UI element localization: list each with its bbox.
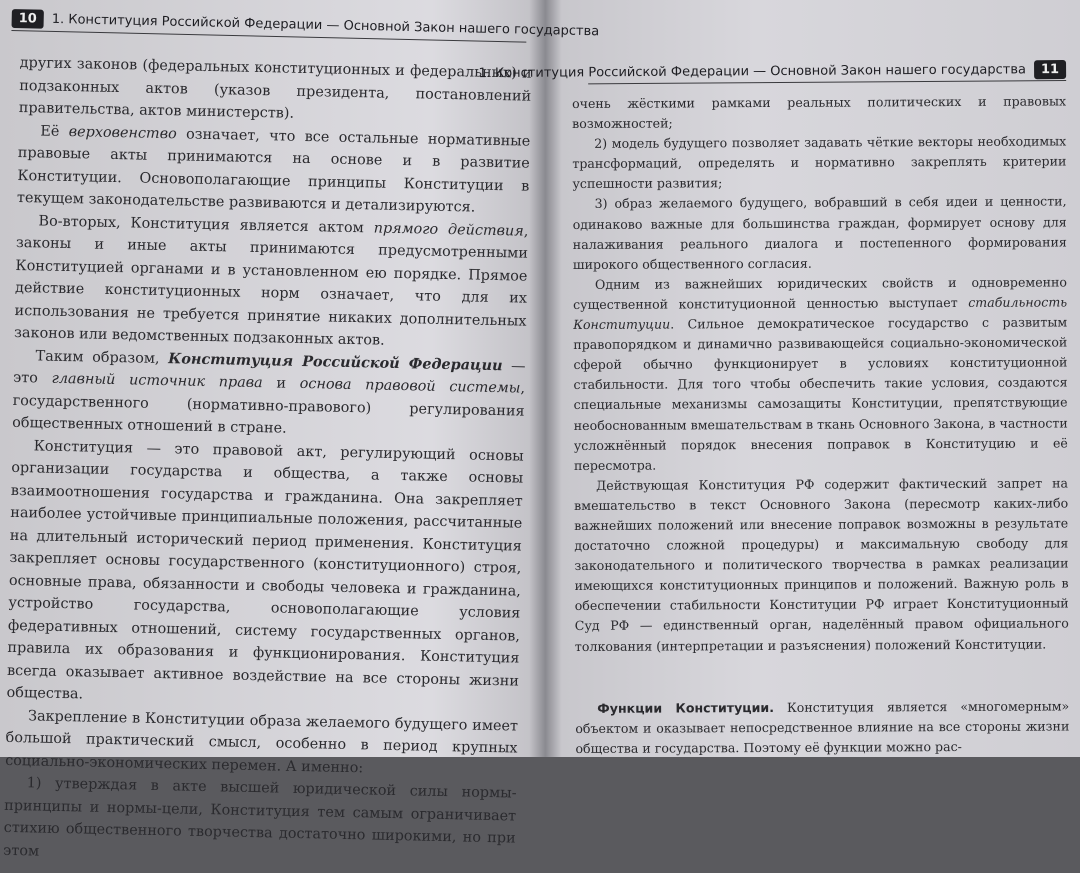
emphasis: стабильность Конституции [573,294,1068,333]
right-page [478,0,1080,757]
paragraph: Действующая Конституция РФ содержит фактический запрет на вмешательство в текст Основного Закона (пересмотр каких-либо важнейших положений или внесение поправок возможны в результате достаточно сложной процедуры) и максимальную свободу для законодательного и политического творчества в рамках реализации имеющихся конституционных принципов и положений. Важную роль в обеспечении стабильности Конституции РФ играет Конституционный Суд РФ — единственный орган, наделённый правом официального толкования (интерпретации и разъяснения) положений Конституции. [574,475,1069,654]
page-number-right: 11 [1034,59,1066,78]
paragraph: очень жёсткими рамками реальных политических и правовых возможностей; [572,93,1067,132]
left-page-header [11,6,600,43]
page-number-left: 10 [12,8,45,28]
paragraph: Закрепление в Конституции образа желаемого будущего имеет большой практический смысл, особенно в период крупных социально-экономических перемен. А именно: [4,707,519,776]
right-page-header [478,58,1066,84]
emphasis: верховенство [68,123,177,142]
paragraph: Одним из важнейших юридических свойств и одновременно существенной конституционной ценностью выступает стабильность Конституции. Сильное демократическое государство с развитым правопорядком и динамично развивающейся социально-экономической сферой обычно функционирует в условиях конституционной стабильности. Для того чтобы обеспечить такие условия, создаются специальные механизмы самозащиты Конституции, препятствующие необоснованным вмешательствам в ткань Основного Закона, в частности усложнённый порядок внесения поправок в Конституцию и её пересмотра. [573,274,1068,473]
list-item: 2) модель будущего позволяет задавать чёткие векторы необходимых трансформаций, определять и нормативно закреплять критерии успешности развития; [572,133,1067,192]
right-page-text [572,91,1069,758]
list-item: 1) утверждая в акте высшей юридической силы нормы-принципы и нормы-цели, Конституция тем самым ограничивает стихию общественного творчества достаточно широкими, но при этом [3,775,517,860]
paragraph: Во-вторых, Конституция является актом прямого действия, законы и иные акты принимаются предусмотренными Конституцией органами и в установленном ею порядке. Прямое действие конституционных норм означает, что для их использования не требуется принятие никаких дополнительных законов или ведомственных подзаконных актов. [13,212,529,349]
emphasis: основа правовой системы [299,375,521,397]
paragraph: Её верховенство означает, что все остальные нормативные правовые акты принимаются на основе и в развитие Конституции. Основополагающие принципы Конституции в текущем законодательстве развиваются и детализируются. [16,122,531,216]
paragraph: Таким образом, Конституция Российской Федерации — это главный источник права и основа правовой системы, государственного (нормативно-правового) регулирования общественных отношений в стране. [12,347,526,437]
section-heading: Функции Конституции. [597,699,775,716]
left-page-text [3,52,532,873]
list-item: 3) образ желаемого будущего, вобравший в себя идеи и ценности, одинаково важные для большинства граждан, формирует основу для налаживания реального диалога и постепенного формирования широкого общественного согласия. [572,193,1067,272]
emphasis: прямого действия [373,219,524,240]
paragraph: Конституция — это правовой акт, регулирующий основы организации государства и общества, а также основы взаимоотношения государства и гражданина. Она закрепляет наиболее устойчивые принципиальные положения, рассчитанные на длительный исторический период применения. Конституция закрепляет основы государственного (конституционного) строя, основные права, обязанности и свободы человека и гражданина, устройство государства, основополагающие условия федеративных отношений, систему государственных органов, правила их образования и функционирования. Конституция всегда оказывает активное воздействие на все стороны жизни общества. [6,437,524,703]
bold-emphasis: Конституция Российской Федерации [168,349,503,374]
running-header-left: 1. Конституция Российской Федерации — Основной Закон нашего государства [51,11,600,39]
paragraph: других законов (федеральных конституционных и федеральных) и подзаконных актов (указов президента, постановлений правительства, актов министерств). [18,54,532,122]
paragraph: Функции Конституции. Конституция является «многомерным» объектом и оказывает непосредственное влияние на все стороны жизни общества и государства. Поэтому её функции можно рас- [575,698,1070,756]
section-spacer [575,654,1069,699]
running-header-right: 1. Конституция Российской Федерации — Основной Закон нашего государства [478,61,1027,81]
emphasis: главный источник права [51,370,263,392]
